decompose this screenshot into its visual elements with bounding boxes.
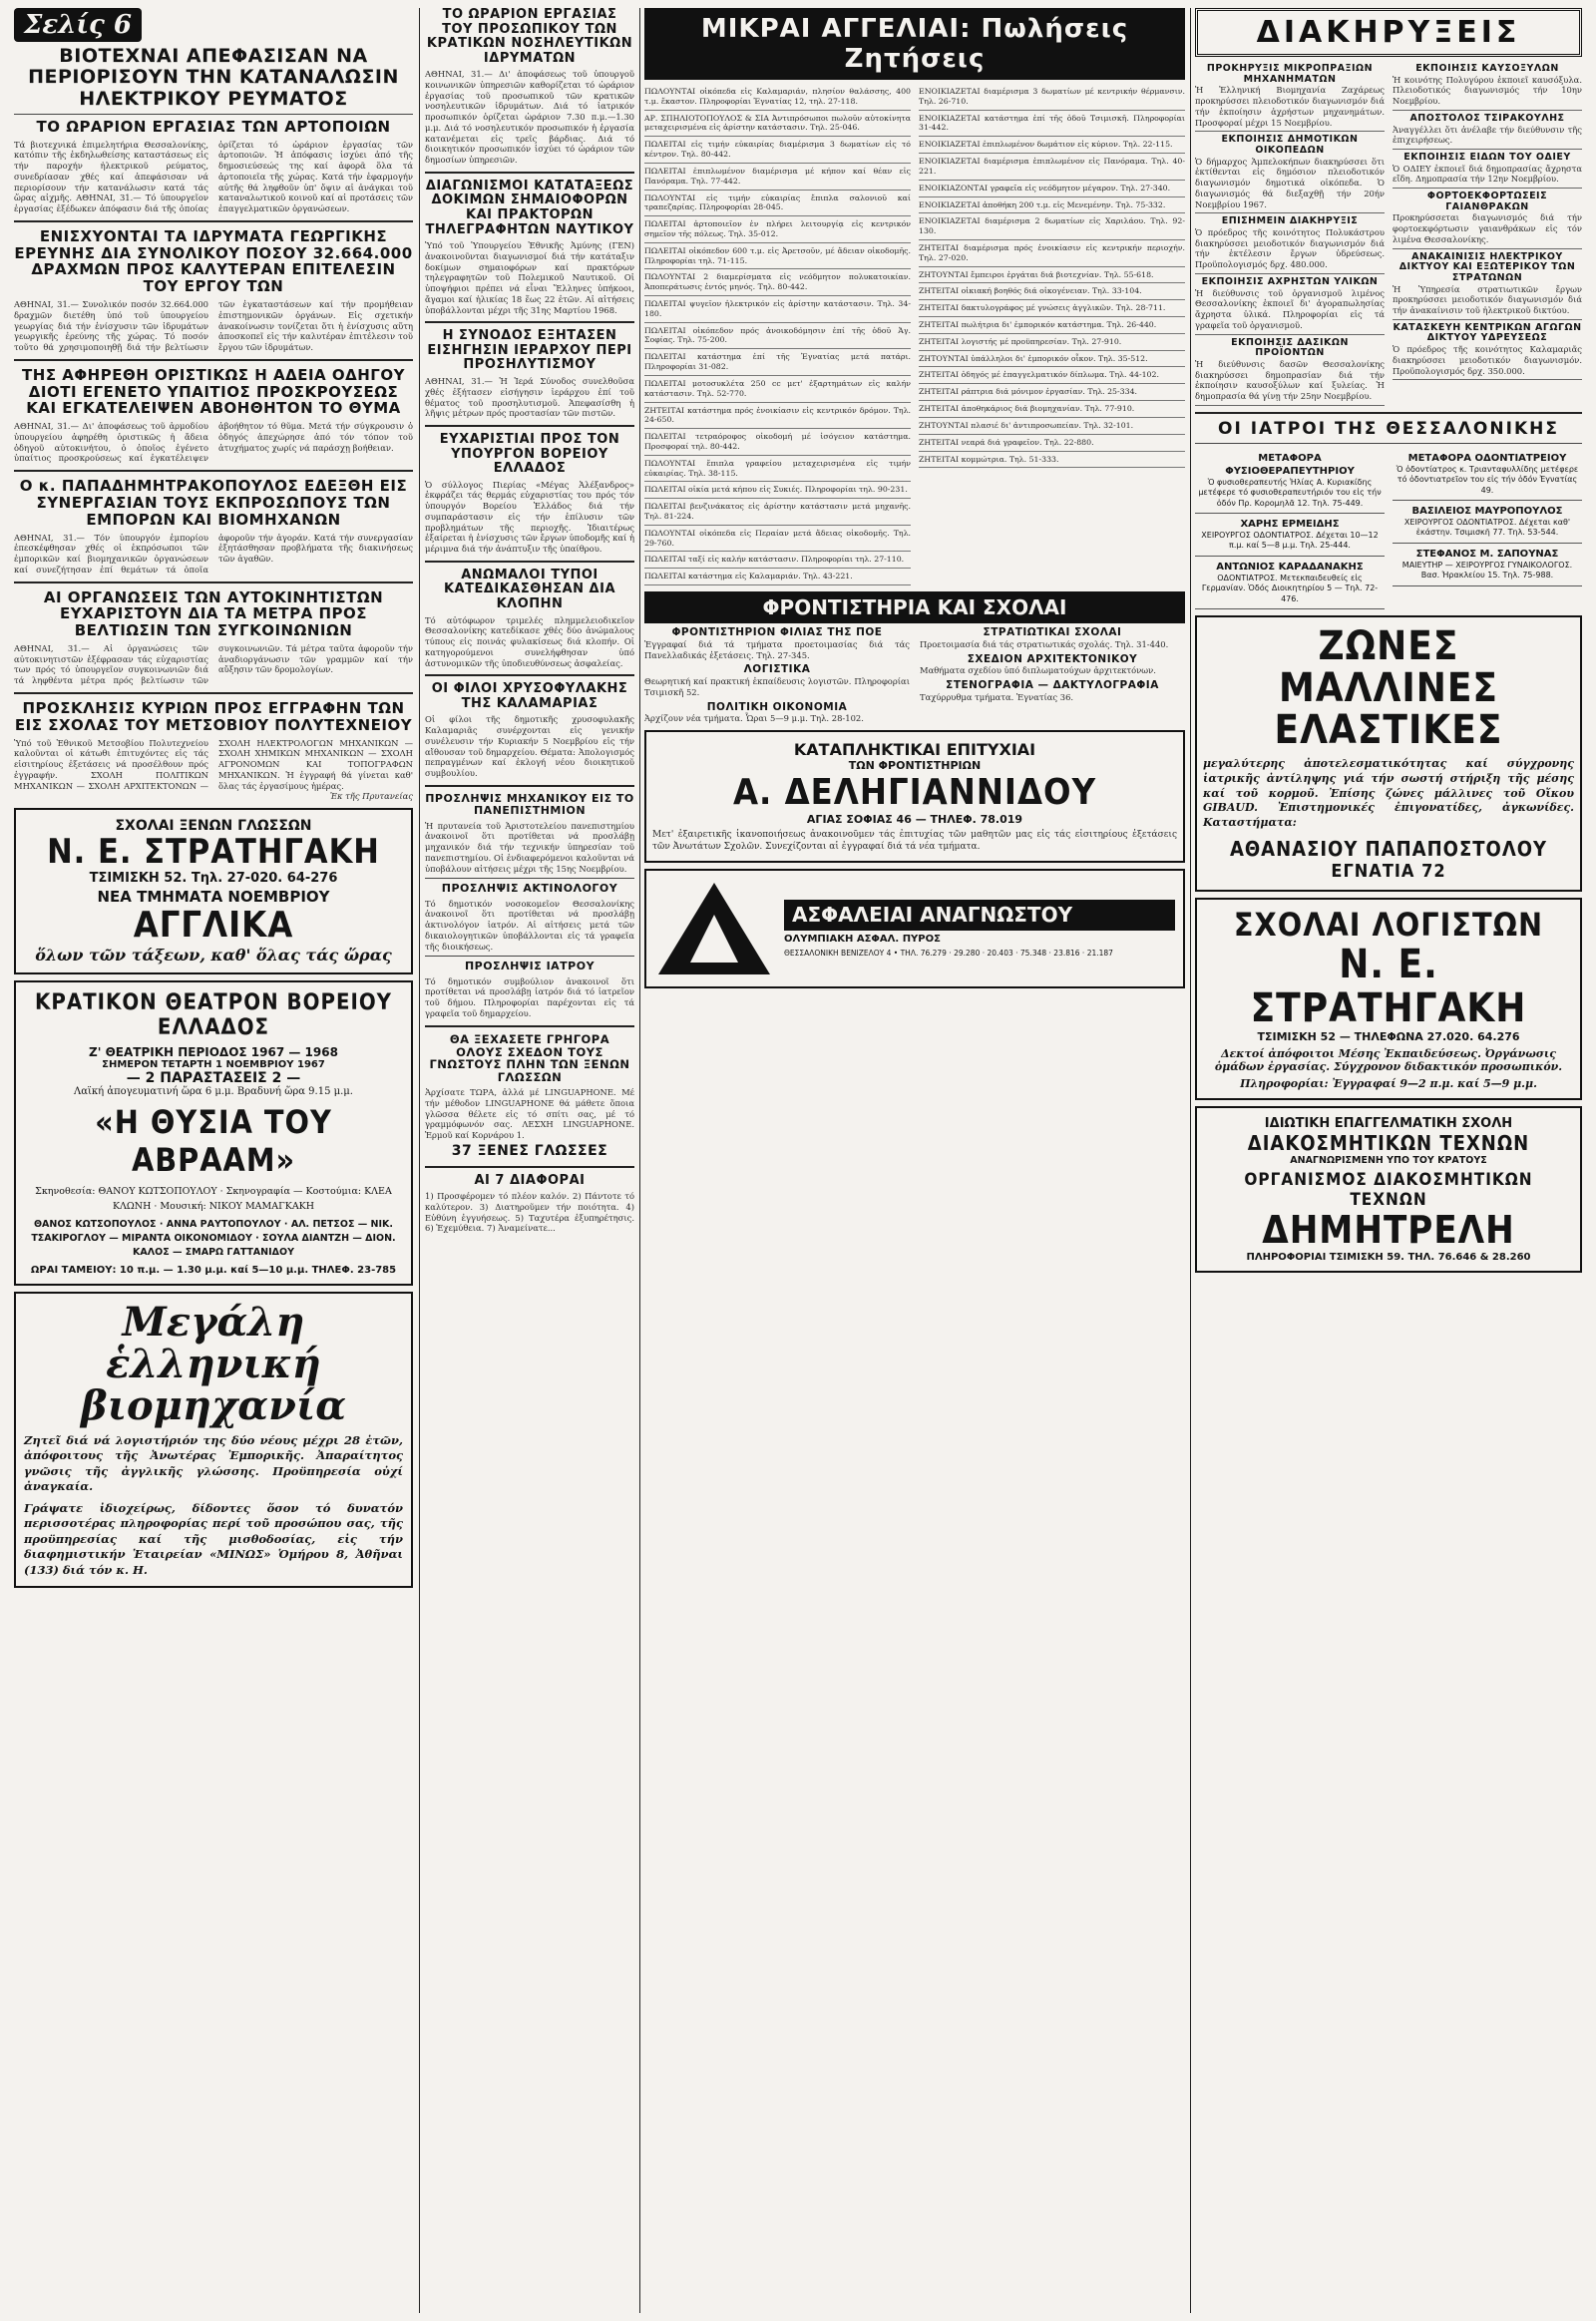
headline-motorists: ΑΙ ΟΡΓΑΝΩΣΕΙΣ ΤΩΝ ΑΥΤΟΚΙΝΗΤΙΣΤΩΝ ΕΥΧΑΡΙΣΤΟΥΝ ΔΙΑ ΤΑ ΜΕΤΡΑ ΠΡΟΣ ΒΕΛΤΙΩΣΙΝ ΤΩΝ ΣΥΓΚΟΙΝΩΝΙΩΝ (43, 587, 384, 640)
school-text: Προετοιμασία διά τάς στρατιωτικάς σχολάς. Τηλ. 31-440. (920, 638, 1169, 649)
delig-text: Μετ' ἐξαιρετικῆς ἱκανοποιήσεως ἀνακοινοῦμεν τάς ἐπιτυχίας τῶν μαθητῶν μας εἰς τάς εἰσιτηρίους ἐξετάσεις τῶν Ἀνωτάτων Σχολῶν. Συνεχίζονται αἱ ἐγγραφαί διά τά νέα τμήματα. (652, 830, 1177, 852)
deco-t3: ΑΝΑΓΝΩΡΙΣΜΕΝΗ ΥΠΟ ΤΟΥ ΚΡΑΤΟΥΣ (1290, 1155, 1487, 1167)
zones-t3: ΕΛΑΣΤΙΚΕΣ (1274, 706, 1503, 753)
doctor-name: ΒΑΣΙΛΕΙΟΣ ΜΑΥΡΟΠΟΥΛΟΣ (1411, 505, 1563, 517)
announcement-item (1195, 61, 1385, 132)
school-name: ΦΡΟΝΤΙΣΤΗΡΙΟΝ ΦΙΛΙΑΣ ΤΗΣ ΠΟΕ (671, 626, 883, 639)
announcement-item (1393, 111, 1582, 150)
headline-radiologist: ΠΡΟΣΛΗΨΙΣ ΑΚΤΙΝΟΛΟΓΟΥ (441, 882, 618, 896)
classified-ad: ΖΗΤΕΙΤΑΙ λογιστής μέ προϋπηρεσίαν. Τηλ. 27-910. (919, 334, 1185, 351)
ad2-times: Λαϊκή ἀπογευματινή ὥρα 6 μ.μ. Βραδυνή ὥρα 9.15 μ.μ. (74, 1085, 353, 1097)
classified-ad: ΖΗΤΕΙΤΑΙ κατάστημα πρός ἐνοικίασιν εἰς κεντρικόν δρόμον. Τηλ. 24-650. (644, 403, 911, 430)
ad2-shows: — 2 ΠΑΡΑΣΤΑΣΕΙΣ 2 — (126, 1069, 301, 1086)
acc-address: ΤΣΙΜΙΣΚΗ 52 — ΤΗΛΕΦΩΝΑ 27.020. 64.276 (1257, 1030, 1520, 1044)
announcement-item (1195, 335, 1385, 406)
classifieds-right (919, 84, 1185, 585)
insurance-name: ΑΣΦΑΛΕΙΑΙ ΑΝΑΓΝΩΣΤΟΥ (784, 900, 1175, 931)
headline-kalamaria: ΟΙ ΦΙΛΟΙ ΧΡΥΣΟΦΥΛΑΚΗΣ ΤΗΣ ΚΑΛΑΜΑΡΙΑΣ (431, 681, 628, 711)
announcement-title: ΑΝΑΚΑΙΝΙΣΙΣ ΗΛΕΚΤΡΙΚΟΥ ΔΙΚΤΥΟΥ ΚΑΙ ΕΞΩΤΕΡΙΚΟΥ ΤΩΝ ΣΤΡΑΤΩΝΩΝ (1398, 250, 1576, 283)
classified-ad: ΠΩΛΕΙΤΑΙ οἰκόπεδον πρός ἀνοικοδόμησιν ἐπί τῆς ὁδοῦ Ἀγ. Σοφίας. Τηλ. 75-200. (644, 323, 911, 350)
classified-ad: ΠΩΛΕΙΤΑΙ μοτοσυκλέτα 250 cc μετ' ἐξαρτημάτων εἰς καλήν κατάστασιν. Τηλ. 52-770. (644, 376, 911, 403)
classified-ad: ΕΝΟΙΚΙΑΖΕΤΑΙ διαμέρισμα 3 δωματίων μέ κεντρικήν θέρμανσιν. Τηλ. 26-710. (919, 84, 1185, 111)
ad2-credits: Σκηνοθεσία: ΘΑΝΟΥ ΚΩΤΣΟΠΟΥΛΟΥ · Σκηνογραφία — Κοστούμια: ΚΛΕΑ ΚΛΩΝΗ · Μουσική: ΝΙΚΟΥ ΜΑΜΑΓΚΑΚΗ (35, 1186, 392, 1212)
doctor-text: ΧΕΙΡΟΥΡΓΟΣ ΟΔΟΝΤΙΑΤΡΟΣ. Δέχεται 10—12 π.μ. καί 5—8 μ.μ. Τηλ. 25-444. (1201, 530, 1379, 551)
school-text: Ταχύρρυθμα τμήματα. Ἐγνατίας 36. (920, 691, 1074, 702)
deco-t1: ΙΔΙΩΤΙΚΗ ΕΠΑΓΓΕΛΜΑΤΙΚΗ ΣΧΟΛΗ (1264, 1116, 1513, 1132)
ad-theatre (14, 980, 413, 1286)
linguaphone-count: 37 ΞΕΝΕΣ ΓΛΩΣΣΕΣ (451, 1142, 608, 1159)
headline-linguaphone: ΘΑ ΞΕΧΑΣΕΤΕ ΓΡΗΓΟΡΑ ΟΛΟΥΣ ΣΧΕΔΟΝ ΤΟΥΣ ΓΝΩΣΤΟΥΣ ΠΛΗΝ ΤΩΝ ΞΕΝΩΝ ΓΛΩΣΣΩΝ (429, 1031, 630, 1085)
classified-ad: ΠΩΛΕΙΤΑΙ τετραόροφος οἰκοδομή μέ ἰσόγειον κατάστημα. Προσφοραί τηλ. 80-442. (644, 429, 911, 456)
classified-ad: ΖΗΤΟΥΝΤΑΙ ἔμπειροι ἐργάται διά βιοτεχνίαν. Τηλ. 55-618. (919, 267, 1185, 284)
article-hospital-hours: ΑΘΗΝΑΙ, 31.— Δι' ἀποφάσεως τοῦ ὑπουργοῦ κοινωνικῶν ὑπηρεσιῶν καθορίζεται τό ὡράριον ἐργασίας τοῦ προσωπικοῦ τῶν κρατικῶν νοσηλευτικῶν ἱδρυμάτων. Διά τό ἰατρικόν προσωπικόν ὁρίζεται ὡράριον 7.30 π.μ.—1.30 μ.μ. Διά τό νοσηλευτικόν προσωπικόν ἡ ἐργασία κατανέμεται εἰς τρεῖς βάρδιας. Διά τό διοικητικόν προσωπικόν ἰσχύει τό ὡράριον τῶν δημοσίων ὑπηρεσιῶν. (425, 69, 634, 166)
school-item (644, 702, 910, 725)
article-agri-research: ΑΘΗΝΑΙ, 31.— Συνολικόν ποσόν 32.664.000 δραχμῶν διετέθη ὑπό τοῦ ὑπουργείου γεωργίας διά τήν ἐνίσχυσιν τῶν ἱδρυμάτων γεωργικῆς ἐρεύνης τῆς χώρας. Τό ποσόν τοῦτο θά χρησιμοποιηθῇ διά τήν βελτίωσιν τῶν ἐγκαταστάσεων καί τήν προμήθειαν ἐπιστημονικῶν ὀργάνων. Εἰς σχετικήν ἀνακοίνωσιν τονίζεται ὅτι ἡ ἐνίσχυσις αὕτη ἀποσκοπεῖ εἰς τήν καλυτέραν ἐπιτέλεσιν τοῦ ἔργου τῶν ἱδρυμάτων. (14, 299, 413, 353)
ad1-name: Ν. Ε. ΣΤΡΑΤΗΓΑΚΗ (47, 832, 380, 873)
insurance-sub: ΟΛΥΜΠΙΑΚΗ ΑΣΦΑΛ. ΠΥΡΟΣ (784, 934, 941, 946)
classifieds-left (644, 84, 911, 585)
headline-agri-research: ΕΝΙΣΧΥΟΝΤΑΙ ΤΑ ΙΔΡΥΜΑΤΑ ΓΕΩΡΓΙΚΗΣ ΕΡΕΥΝΗΣ ΔΙΑ ΣΥΝΟΛΙΚΟΥ ΠΟΣΟΥ 32.664.000 ΔΡΑΧΜΩΝ ΠΡΟΣ ΚΑΛΥΤΕΡΑΝ ΕΠΙΤΕΛΕΣΙΝ ΤΟΥ ΕΡΓΟΥ ΤΩΝ (14, 226, 413, 296)
classified-ad: ΠΩΛΟΥΝΤΑΙ 2 διαμερίσματα εἰς νεόδμητον πολυκατοικίαν. Ἀποπεράτωσις ἐντός μηνός. Τηλ. 80-442. (644, 269, 911, 296)
classified-ad: ΖΗΤΕΙΤΑΙ κομμώτρια. Τηλ. 51-333. (919, 452, 1185, 469)
column-2 (425, 8, 634, 2313)
classified-ad: ΕΝΟΙΚΙΑΖΟΝΤΑΙ γραφεῖα εἰς νεόδμητον μέγαρον. Τηλ. 27-340. (919, 181, 1185, 197)
ad3-text: Ζητεῖ διά νά λογιστήριόν της δύο νέους μέχρι 28 ἐτῶν, ἀπόφοιτους τῆς Ἀνωτέρας Ἐμπορικῆς. Ἀπαραίτητος γνῶσις τῆς ἀγγλικῆς γλώσσης. Προϋπηρεσία οὐχί ἀναγκαία. (24, 1432, 403, 1494)
classified-ad: ΠΩΛΕΙΤΑΙ εἰς τιμήν εὐκαιρίας διαμέρισμα 3 δωματίων εἰς τό κέντρον. Τηλ. 80-442. (644, 137, 911, 164)
ad-decorative-arts (1195, 1106, 1582, 1273)
announcement-item (1393, 150, 1582, 189)
announcement-text: Προκηρύσσεται διαγωνισμός διά τήν φορτοεκφόρτωσιν γαιανθράκων εἰς τόν λιμένα Θεσσαλονίκης. (1393, 212, 1582, 244)
school-name: ΣΤΡΑΤΙΩΤΙΚΑΙ ΣΧΟΛΑΙ (983, 626, 1122, 639)
article-thanks-minister: Ὁ σύλλογος Πιερίας «Μέγας Ἀλέξανδρος» ἐκφράζει τάς θερμάς εὐχαριστίας του πρός τόν ὑπουργόν Βορείου Ἑλλάδος διά τήν συμπαράστασιν εἰς τήν ἐπίλυσιν τῶν προβλημάτων τῆς περιοχῆς. Ἰδιαιτέρως ἐξαίρεται ἡ ἐνίσχυσις τῶν ἔργων ὑποδομῆς καί ἡ μέριμνα διά τήν ἀνάπτυξιν τῆς ὑπαίθρου. (425, 479, 634, 555)
doctor-text: ΟΔΟΝΤΙΑΤΡΟΣ. Μετεκπαιδευθείς εἰς Γερμανίαν. Ὁδός Διοικητηρίου 5 — Τηλ. 72-476. (1201, 573, 1379, 603)
ad3-reply: Γράψατε ἰδιοχείρως, δίδοντες ὅσον τό δυνατόν περισσοτέρας πληροφορίας περί τοῦ προσώπου σας, τῆς προϋπηρεσίας καί τῆς μισθοδοσίας, εἰς τήν διαφημιστικήν Ἑταιρείαν «ΜΙΝΩΣ» Ὁμήρου 8, Ἀθῆναι (133) διά τόν κ. Η. (24, 1500, 403, 1577)
announcement-text: Ὁ πρόεδρος τῆς κοινότητος Πολυκάστρου διακηρύσσει μειοδοτικόν διαγωνισμόν διά τήν ἐκτέλεσιν ἔργων ὑδρεύσεως. Προϋπολογισμός δρχ. 480.000. (1195, 226, 1385, 270)
announcement-title: ΕΚΠΟΙΗΣΙΣ ΚΑΥΣΟΞΥΛΩΝ (1415, 63, 1559, 74)
classified-ad: ΕΝΟΙΚΙΑΖΕΤΑΙ διαμέρισμα ἐπιπλωμένον εἰς Πανόραμα. Τηλ. 40-221. (919, 154, 1185, 181)
announcement-item (1393, 249, 1582, 320)
article-minister-meeting: ΑΘΗΝΑΙ, 31.— Τόν ὑπουργόν ἐμπορίου ἐπεσκέφθησαν χθές οἱ ἐκπρόσωποι τῶν ἐμπορικῶν καί βιομηχανικῶν ὀργανώσεων καί συνεζήτησαν ἐπί θεμάτων τά ὁποῖα ἀφοροῦν τήν ἀγοράν. Κατά τήν συνεργασίαν ἐξητάσθησαν προβλήματα τῆς διακινήσεως τῶν ἀγαθῶν. (14, 532, 413, 575)
classified-ad: ΕΝΟΙΚΙΑΖΕΤΑΙ ἀποθήκη 200 τ.μ. εἰς Μενεμένην. Τηλ. 75-332. (919, 197, 1185, 214)
school-text: Ἐγγραφαί διά τά τμήματα προετοιμασίας διά τάς Πανελλαδικάς ἐξετάσεις. Τηλ. 27-345. (644, 638, 910, 660)
headline-doctor: ΠΡΟΣΛΗΨΙΣ ΙΑΤΡΟΥ (464, 960, 596, 973)
ad1-line1: ΝΕΑ ΤΜΗΜΑΤΑ ΝΟΕΜΒΡΙΟΥ (97, 888, 330, 907)
article-motorists: ΑΘΗΝΑΙ, 31.— Αἱ ὀργανώσεις τῶν αὐτοκινητιστῶν ἐξέφρασαν τάς εὐχαριστίας των πρός τό ὑπουργεῖον συγκοινωνιῶν διά τά ληφθέντα μέτρα πρός βελτίωσιν τῶν συγκοινωνιῶν. Τά μέτρα ταῦτα ἀφοροῦν τήν ἀναδιοργάνωσιν τῶν γραμμῶν καί τήν αὔξησιν τῶν δρομολογίων. (14, 642, 413, 686)
article-theft: Τό αὐτόφωρον τριμελές πλημμελειοδικεῖον Θεσσαλονίκης κατεδίκασε χθές δύο ἀνώμαλους τύπους εἰς ποινάς φυλακίσεως διά κλοπήν. Οἱ κατηγορούμενοι συνελήφθησαν ὑπό ἀστυνομικῶν τῆς ὑποδιευθύνσεως ἀσφαλείας. (425, 614, 634, 668)
announcement-title: ΕΚΠΟΙΗΣΙΣ ΑΧΡΗΣΤΩΝ ΥΛΙΚΩΝ (1201, 275, 1379, 287)
classified-ad: ΖΗΤΕΙΤΑΙ δακτυλογράφος μέ γνώσεις ἀγγλικῶν. Τηλ. 28-711. (919, 300, 1185, 317)
column-5-announcements (1195, 8, 1582, 2313)
ad1-title: ΣΧΟΛΑΙ ΞΕΝΩΝ ΓΛΩΣΣΩΝ (115, 818, 312, 835)
delig-address: ΑΓΙΑΣ ΣΟΦΙΑΣ 46 — ΤΗΛΕΦ. 78.019 (806, 813, 1023, 827)
headline-seven-differences: ΑΙ 7 ΔΙΑΦΟΡΑΙ (474, 1172, 586, 1188)
ad1-english: ΑΓΓΛΙΚΑ (133, 905, 294, 947)
source-note: Ἐκ τῆς Πρυτανείας (329, 791, 413, 802)
article-engineer: Ἡ πρυτανεία τοῦ Ἀριστοτελείου πανεπιστημίου ἀνακοινοῖ ὅτι προτίθεται νά προσλάβῃ μηχανικόν διά τήν τεχνικήν ὑπηρεσίαν τοῦ πανεπιστημίου. Οἱ ἐνδιαφερόμενοι καλοῦνται νά ὑποβάλουν αἰτήσεις μέχρι τῆς 15ης Νοεμβρίου. (425, 820, 634, 874)
acc-info: Πληροφορίαι: Ἐγγραφαί 9—2 π.μ. καί 5—9 μ.μ. (1240, 1077, 1537, 1091)
ad2-box-office: ΩΡΑΙ ΤΑΜΕΙΟΥ: 10 π.μ. — 1.30 μ.μ. καί 5—10 μ.μ. ΤΗΛΕΦ. 23-785 (30, 1264, 397, 1276)
school-text: Μαθήματα σχεδίου ὑπό διπλωματούχων ἀρχιτεκτόνων. (920, 665, 1156, 676)
doctor-entry (1393, 448, 1582, 501)
zones-name: ΑΘΑΝΑΣΙΟΥ ΠΑΠΑΠΟΣΤΟΛΟΥ (1229, 837, 1548, 862)
acc-text: Δεκτοί ἀπόφοιτοι Μέσης Ἐκπαιδεύσεως. Ὀργάνωσις ὁμάδων ἐργασίας. Σύγχρονον διδακτικόν προσωπικόν. (1214, 1047, 1563, 1074)
school-item (920, 654, 1185, 677)
school-item (644, 627, 910, 660)
classified-ad: ΕΝΟΙΚΙΑΖΕΤΑΙ διαμέρισμα 2 δωματίων εἰς Χαριλάου. Τηλ. 92-130. (919, 213, 1185, 240)
deco-t4: ΟΡΓΑΝΙΣΜΟΣ ΔΙΑΚΟΣΜΗΤΙΚΩΝ ΤΕΧΝΩΝ (1244, 1170, 1533, 1211)
classified-ad: ΕΝΟΙΚΙΑΖΕΤΑΙ κατάστημα ἐπί τῆς ὁδοῦ Τσιμισκῆ. Πληροφορίαι 31-442. (919, 111, 1185, 138)
classified-ad: ΖΗΤΟΥΝΤΑΙ πλασιέ δι' ἀντιπροσωπείαν. Τηλ. 32-101. (919, 418, 1185, 435)
headline-minister-meeting: Ο κ. ΠΑΠΑΔΗΜΗΤΡΑΚΟΠΟΥΛΟΣ ΕΔΕΞΘΗ ΕΙΣ ΣΥΝΕΡΓΑΣΙΑΝ ΤΟΥΣ ΕΚΠΡΟΣΩΠΟΥΣ ΤΩΝ ΕΜΠΟΡΩΝ ΚΑΙ ΒΙΟΜΗΧΑΝΩΝ (19, 477, 408, 529)
delig-sub: ΤΩΝ ΦΡΟΝΤΙΣΤΗΡΙΩΝ (848, 759, 982, 773)
headline-navy-exams: ΔΙΑΓΩΝΙΣΜΟΙ ΚΑΤΑΤΑΞΕΩΣ ΔΟΚΙΜΩΝ ΣΗΜΑΙΟΦΟΡΩΝ ΚΑΙ ΠΡΑΚΤΟΡΩΝ ΤΗΛΕΓΡΑΦΗΤΩΝ ΝΑΥΤΙΚΟΥ (425, 178, 634, 237)
school-name: ΣΧΕΔΙΟΝ ΑΡΧΙΤΕΚΤΟΝΙΚΟΥ (967, 652, 1138, 665)
classified-ad: ΠΩΛΟΥΝΤΑΙ εἰς τιμήν εὐκαιρίας ἔπιπλα σαλονιοῦ καί τραπεζαρίας. Πληροφορίαι 28-045. (644, 191, 911, 217)
ad2-date: ΣΗΜΕΡΟΝ ΤΕΤΑΡΤΗ 1 ΝΟΕΜΒΡΙΟΥ 1967 (102, 1058, 325, 1070)
article-kalamaria: Οἱ φίλοι τῆς δημοτικῆς χρυσοφυλακῆς Καλαμαριᾶς συνέρχονται εἰς γενικήν συνέλευσιν τήν Κυριακήν 5 Νοεμβρίου εἰς τήν αἴθουσαν τοῦ δημαρχείου. Θέματα: Ἀπολογισμός πεπραγμένων καί ἐκλογή νέου διοικητικοῦ συμβουλίου. (425, 714, 634, 779)
classified-ad: ΠΩΛΕΙΤΑΙ κατάστημα ἐπί τῆς Ἐγνατίας μετά πατάρι. Πληροφορίαι 31-082. (644, 349, 911, 376)
classified-ad: ΠΩΛΕΙΤΑΙ κατάστημα εἰς Καλαμαριάν. Τηλ. 43-221. (644, 569, 911, 585)
deco-t6: ΠΛΗΡΟΦΟΡΙΑΙ ΤΣΙΜΙΣΚΗ 59. ΤΗΛ. 76.646 & 28.260 (1246, 1252, 1531, 1264)
delig-title: ΚΑΤΑΠΛΗΚΤΙΚΑΙ ΕΠΙΤΥΧΙΑΙ (793, 740, 1036, 760)
doctors-title: ΟΙ ΙΑΤΡΟΙ ΤΗΣ ΘΕΣΣΑΛΟΝΙΚΗΣ (1218, 418, 1559, 439)
school-item (920, 627, 1185, 650)
column-3-classifieds (644, 8, 1185, 2313)
ad-insurance (644, 869, 1185, 988)
classified-ad: ΠΩΛΕΙΤΑΙ βενζινάκατος εἰς ἀρίστην κατάστασιν μετά μηχανῆς. Τηλ. 81-224. (644, 499, 911, 526)
school-item (644, 664, 910, 697)
doctor-entry (1195, 557, 1385, 609)
column-1 (14, 8, 413, 2313)
page-label-pill: Σελίς 6 (14, 8, 142, 42)
classified-ad: ΠΩΛΕΙΤΑΙ ἐπιπλωμένον διαμέρισμα μέ κήπον καί θέαν εἰς Πανόραμα. Τηλ. 77-442. (644, 164, 911, 191)
announcement-item (1195, 274, 1385, 335)
doctor-name: ΜΕΤΑΦΟΡΑ ΦΥΣΙΟΘΕΡΑΠΕΥΤΗΡΙΟΥ (1225, 452, 1355, 477)
school-text: Ἀρχίζουν νέα τμήματα. Ὧραι 5—9 μ.μ. Τηλ. 28-102. (644, 713, 864, 724)
doctor-name: ΣΤΕΦΑΝΟΣ Μ. ΣΑΠΟΥΝΑΣ (1415, 548, 1559, 560)
announcement-item (1195, 132, 1385, 213)
classified-ad: ΖΗΤΕΙΤΑΙ οἰκιακή βοηθός διά οἰκογένειαν. Τηλ. 33-104. (919, 283, 1185, 300)
announcement-title: ΕΚΠΟΙΗΣΙΣ ΔΗΜΟΤΙΚΩΝ ΟΙΚΟΠΕΔΩΝ (1221, 134, 1359, 156)
announcement-text: Ἀναγγέλλει ὅτι ἀνέλαβε τήν διεύθυνσιν τῆς ἐπιχειρήσεως. (1393, 124, 1582, 146)
announcement-text: Ὁ ΟΔΙΕΥ ἐκποιεῖ διά δημοπρασίας ἄχρηστα εἴδη. Δημοπρασία τήν 12ην Νοεμβρίου. (1393, 163, 1582, 185)
doctor-entry (1393, 544, 1582, 586)
announcement-item (1195, 213, 1385, 274)
doctor-text: ΧΕΙΡΟΥΡΓΟΣ ΟΔΟΝΤΙΑΤΡΟΣ. Δέχεται καθ' ἑκάστην. Τσιμισκῆ 77. Τηλ. 53-544. (1403, 517, 1571, 538)
school-item (920, 680, 1185, 703)
classified-ad: ΠΩΛΕΙΤΑΙ ψυγεῖον ἠλεκτρικόν εἰς ἀρίστην κατάστασιν. Τηλ. 34-180. (644, 296, 911, 323)
article-seven-differences: 1) Προσφέρομεν τό πλέον καλόν. 2) Πάντοτε τό καλύτερον. 3) Διατηροῦμεν τήν ποιότητα. 4) Εὐθύνη ἐγγυήσεως. 5) Ταχυτέρα ἐξυπηρέτησις. 6) Ἐχεμύθεια. 7) Ἀναμείνατε... (425, 1191, 634, 1234)
doctors-left (1195, 448, 1385, 609)
headline-hospital-hours: ΤΟ ΩΡΑΡΙΟΝ ΕΡΓΑΣΙΑΣ ΤΟΥ ΠΡΟΣΩΠΙΚΟΥ ΤΩΝ ΚΡΑΤΙΚΩΝ ΝΟΣΗΛΕΥΤΙΚΩΝ ΙΔΡΥΜΑΤΩΝ (426, 8, 633, 66)
classified-ad: ΖΗΤΕΙΤΑΙ ὁδηγός μέ ἐπαγγελματικόν δίπλωμα. Τηλ. 44-102. (919, 367, 1185, 384)
article-navy-exams: Ὑπό τοῦ Ὑπουργείου Ἐθνικῆς Ἀμύνης (ΓΕΝ) ἀνακοινοῦνται διαγωνισμοί διά τήν κατάταξιν δοκίμων σημαιοφόρων καί πρακτόρων τηλεγραφητῶν τοῦ Πολεμικοῦ Ναυτικοῦ. Οἱ ὑποψήφιοι πρέπει νά εἶναι Ἕλληνες ὑπήκοοι, ἄγαμοι καί ἡλικίας 18 ἕως 22 ἐτῶν. Αἱ αἰτήσεις ὑποβάλλονται μέχρι τῆς 31ης Μαρτίου 1968. (425, 240, 634, 315)
doctor-entry (1195, 448, 1385, 514)
announcement-text: Ἡ διεύθυνσις δασῶν Θεσσαλονίκης διακηρύσσει δημοπρασίαν διά τήν ἐκποίησιν καυσοξύλων καί ξυλείας. Ἡ δημοπρασία θά γίνῃ τήν 25ην Νοεμβρίου. (1195, 358, 1385, 401)
announcement-text: Ἡ Ἑλληνική Βιομηχανία Ζαχάρεως προκηρύσσει πλειοδοτικόν διαγωνισμόν διά τήν ἐκποίησιν ἀχρήστων μηχανημάτων. Προσφοραί μέχρι 15 Νοεμβρίου. (1195, 85, 1385, 128)
insurance-address: ΘΕΣΣΑΛΟΝΙΚΗ ΒΕΝΙΖΕΛΟΥ 4 • ΤΗΛ. 76.279 · 29.280 · 20.403 · 75.348 · 23.816 · 21.187 (784, 949, 1113, 959)
doctors-right (1393, 448, 1582, 609)
classifieds-banner: ΜΙΚΡΑΙ ΑΓΓΕΛΙΑΙ: Πωλήσεις Ζητήσεις (644, 8, 1185, 80)
headline-polytechnic: ΠΡΟΣΚΛΗΣΙΣ ΚΥΡΙΩΝ ΠΡΟΣ ΕΓΓΡΑΦΗΝ ΤΩΝ ΕΙΣ ΣΧΟΛΑΣ ΤΟΥ ΜΕΤΣΟΒΙΟΥ ΠΟΛΥΤΕΧΝΕΙΟΥ (14, 698, 413, 734)
article-license-revoked: ΑΘΗΝΑΙ, 31.— Δι' ἀποφάσεως τοῦ ἁρμοδίου ὑπουργείου ἀφηρέθη ὁριστικῶς ἡ ἄδεια ὁδηγοῦ αὐτοκινήτου, ὁ ὁποῖος ἐγένετο ὑπαίτιος προσκρούσεως καί ἐγκατέλειψεν ἀβοήθητον τό θῦμα. Μετά τήν σύγκρουσιν ὁ ὁδηγός ἀπεχώρησε ἀπό τόν τόπον τοῦ ἀτυχήματος χωρίς νά παράσχῃ βοήθειαν. (14, 421, 413, 464)
ad-language-school (14, 808, 413, 974)
classified-ad: ΖΗΤΟΥΝΤΑΙ ὑπάλληλοι δι' ἐμπορικόν οἶκον. Τηλ. 35-512. (919, 351, 1185, 368)
ad-zones (1195, 615, 1582, 892)
announcement-text: Ἡ κοινότης Πολυγύρου ἐκποιεῖ καυσόξυλα. Πλειοδοτικός διαγωνισμός τήν 10ην Νοεμβρίου. (1393, 74, 1582, 107)
article-radiologist: Τό δημοτικόν νοσοκομεῖον Θεσσαλονίκης ἀνακοινοῖ ὅτι προτίθεται νά προσλάβῃ ἀκτινολόγον ἰατρόν. Αἱ αἰτήσεις μετά τῶν δικαιολογητικῶν ὑποβάλλονται εἰς τά γραφεῖα τῆς διοικήσεως. (425, 898, 634, 952)
ad-accountants (1195, 898, 1582, 1100)
article-electricity: Τά βιοτεχνικά ἐπιμελητήρια Θεσσαλονίκης, κατόπιν τῆς ἐκδηλωθείσης καταστάσεως εἰς τήν παροχήν ἠλεκτρικοῦ ρεύματος, συνεδρίασαν χθές καί ἀπεφάσισαν νά περιορίσουν τήν κατανάλωσιν κατά τάς ὥρας αἰχμῆς. ΑΘΗΝΑΙ, 31.— Τό ὑπουργεῖον ἐργασίας ἐξέδωκεν ἀπόφασιν διά τῆς ὁποίας ὁρίζεται τό ὡράριον ἐργασίας τῶν ἀρτοποιῶν. Ἡ ἀπόφασις ἰσχύει ἀπό τῆς δημοσιεύσεώς της καί ἀφορᾶ ὅλα τά ἀρτοποιεῖα τῆς χώρας. Κατά τήν ἐφαρμογήν αὐτῆς θά ληφθοῦν ὑπ' ὄψιν αἱ ἀνάγκαι τοῦ καταναλωτικοῦ κοινοῦ καί αἱ προτάσεις τῶν ἐπαγγελματικῶν ὀργανώσεων. (14, 139, 413, 214)
schools-list (644, 627, 1185, 724)
zones-t2: ΜΑΛΛΙΝΕΣ (1278, 664, 1499, 711)
announcement-item (1393, 61, 1582, 111)
ad3-title: Μεγάλη ἑλληνική βιομηχανία (81, 1298, 346, 1429)
announcement-text: Ἡ διεύθυνσις τοῦ ὀργανισμοῦ λιμένος Θεσσαλονίκης ἐκποιεῖ δι' ἀγοραπωλησίας ἄχρηστα ὑλικά. Πληροφορίαι εἰς τά γραφεῖα τοῦ ὀργανισμοῦ. (1195, 287, 1385, 330)
announcement-text: Ὁ πρόεδρος τῆς κοινότητος Καλαμαριᾶς διακηρύσσει μειοδοτικόν διαγωνισμόν. Προϋπολογισμός δρχ. 350.000. (1393, 344, 1582, 376)
classified-ad: ΖΗΤΕΙΤΑΙ ἀποθηκάριος διά βιομηχανίαν. Τηλ. 77-910. (919, 401, 1185, 418)
ad1-address: ΤΣΙΜΙΣΚΗ 52. Τηλ. 27-020. 64-276 (89, 871, 338, 887)
zones-address: ΕΓΝΑΤΙΑ 72 (1331, 861, 1446, 883)
classified-ad: ΖΗΤΕΙΤΑΙ νεαρά διά γραφεῖον. Τηλ. 22-880. (919, 435, 1185, 452)
doctor-name: ΧΑΡΗΣ ΕΡΜΕΙΔΗΣ (1240, 518, 1340, 530)
ad2-title: ΚΡΑΤΙΚΟΝ ΘΕΑΤΡΟΝ ΒΟΡΕΙΟΥ ΕΛΛΑΔΟΣ (34, 990, 393, 1041)
zones-t1: ΖΩΝΕΣ (1318, 622, 1459, 669)
delig-name: Α. ΔΕΛΗΓΙΑΝΝΙΔΟΥ (732, 772, 1097, 814)
classified-ad: ΠΩΛΕΙΤΑΙ ἀρτοποιεῖον ἐν πλήρει λειτουργίᾳ εἰς κεντρικόν σημεῖον τῆς πόλεως. Τηλ. 35-012. (644, 216, 911, 243)
announcement-item (1393, 320, 1582, 381)
ad2-cast: ΘΑΝΟΣ ΚΩΤΣΟΠΟΥΛΟΣ · ΑΝΝΑ ΡΑΥΤΟΠΟΥΛΟΥ · ΑΛ. ΠΕΤΣΟΣ — ΝΙΚ. ΤΣΑΚΙΡΟΓΛΟΥ — ΜΙΡΑΝΤΑ ΟΙΚΟΝΟΜΙΔΟΥ · ΣΟΥΛΑ ΔΙΑΝΤΖΗ — ΔΙΟΝ. ΚΑΛΟΣ — ΣΜΑΡΩ ΓΑΤΤΑΝΙΔΟΥ (31, 1218, 396, 1259)
classified-ad: ΠΩΛΕΙΤΑΙ οἰκία μετά κήπου εἰς Συκιές. Πληροφορίαι τηλ. 90-231. (644, 482, 911, 499)
headline-synod: Η ΣΥΝΟΔΟΣ ΕΞΗΤΑΣΕΝ ΕΙΣΗΓΗΣΙΝ ΙΕΡΑΡΧΟΥ ΠΕΡΙ ΠΡΟΣΗΛΥΤΙΣΜΟΥ (427, 328, 632, 373)
headline-engineer: ΠΡΟΣΛΗΨΙΣ ΜΗΧΑΝΙΚΟΥ ΕΙΣ ΤΟ ΠΑΝΕΠΙΣΤΗΜΙΟΝ (425, 791, 634, 818)
headline-bakers: ΤΟ ΩΡΑΡΙΟΝ ΕΡΓΑΣΙΑΣ ΤΩΝ ΑΡΤΟΠΟΙΩΝ (36, 117, 391, 136)
announcements-left (1195, 61, 1385, 406)
page-label (14, 8, 413, 42)
announcement-text: Ἡ Ὑπηρεσία στρατιωτικῶν ἔργων προκηρύσσει μειοδοτικόν διαγωνισμόν διά τήν ἀνακαίνισιν τοῦ ἠλεκτρικοῦ δικτύου. (1393, 283, 1582, 315)
classified-ad: ΠΩΛΟΥΝΤΑΙ οἰκόπεδα εἰς Περαίαν μετά ἄδειας οἰκοδομῆς. Τηλ. 29-760. (644, 526, 911, 553)
zones-desc: μεγαλύτερης ἀποτελεσματικότητας καί σύγχρονης ἰατρικῆς ἀντίληψης γιά τήν σωστή στήριξη τῆς μέσης καί τοῦ κορμοῦ. Ἐπίσης ζώνες μάλλινες τοῦ Οἴκου GIBAUD. Ἐπιστημονικές ἐπιγονατίδες, ἀγκωνίδες. Καταστήματα: (1203, 756, 1574, 830)
acc-t1: ΣΧΟΛΑΙ ΛΟΓΙΣΤΩΝ (1233, 906, 1544, 945)
article-polytechnic: Ὑπό τοῦ Ἐθνικοῦ Μετσοβίου Πολυτεχνείου καλοῦνται οἱ κάτωθι ἐπιτυχόντες εἰς τάς εἰσιτηρίους ἐξετάσεις νά προσέλθουν πρός ἐγγραφήν. ΣΧΟΛΗ ΠΟΛΙΤΙΚΩΝ ΜΗΧΑΝΙΚΩΝ — ΣΧΟΛΗ ΑΡΧΙΤΕΚΤΟΝΩΝ — ΣΧΟΛΗ ΗΛΕΚΤΡΟΛΟΓΩΝ ΜΗΧΑΝΙΚΩΝ — ΣΧΟΛΗ ΧΗΜΙΚΩΝ ΜΗΧΑΝΙΚΩΝ — ΣΧΟΛΗ ΑΓΡΟΝΟΜΩΝ ΚΑΙ ΤΟΠΟΓΡΑΦΩΝ ΜΗΧΑΝΙΚΩΝ. Ἡ ἐγγραφή θά γίνεται καθ' ὅλας τάς ἐργασίμους ἡμέρας. (14, 737, 413, 791)
article-synod: ΑΘΗΝΑΙ, 31.— Ἡ Ἱερά Σύνοδος συνελθοῦσα χθές ἐξήτασεν εἰσήγησιν ἱεράρχου ἐπί τοῦ θέματος τοῦ προσηλυτισμοῦ. Ἀπεφασίσθη ἡ λῆψις μέτρων πρός προστασίαν τῶν πιστῶν. (425, 376, 634, 419)
classified-ad: ΖΗΤΕΙΤΑΙ διαμέρισμα πρός ἐνοικίασιν εἰς κεντρικήν περιοχήν. Τηλ. 27-020. (919, 240, 1185, 267)
acc-t2: Ν. Ε. ΣΤΡΑΤΗΓΑΚΗ (1250, 942, 1527, 1032)
school-name: ΠΟΛΙΤΙΚΗ ΟΙΚΟΝΟΜΙΑ (706, 700, 848, 713)
classified-ad: ΖΗΤΕΙΤΑΙ πωλήτρια δι' ἐμπορικόν κατάστημα. Τηλ. 26-440. (919, 317, 1185, 334)
announcement-title: ΚΑΤΑΣΚΕΥΗ ΚΕΝΤΡΙΚΩΝ ΑΓΩΓΩΝ ΔΙΚΤΥΟΥ ΥΔΡΕΥΣΕΩΣ (1393, 321, 1582, 344)
classified-ad: ΠΩΛΕΙΤΑΙ οἰκόπεδον 600 τ.μ. εἰς Ἀρετσοῦν, μέ ἄδειαν οἰκοδομῆς. Πληροφορίαι τηλ. 71-115. (644, 243, 911, 270)
classified-ad: ΠΩΛΕΙΤΑΙ ταξί εἰς καλήν κατάστασιν. Πληροφορίαι τηλ. 27-110. (644, 552, 911, 569)
ad2-season: Ζ' ΘΕΑΤΡΙΚΗ ΠΕΡΙΟΔΟΣ 1967 — 1968 (89, 1044, 338, 1059)
announcement-title: ΕΠΙΣΗΜΕΙΝ ΔΙΑΚΗΡΥΞΙΣ (1221, 215, 1359, 227)
announcement-title: ΠΡΟΚΗΡΥΞΙΣ ΜΙΚΡΟΠΡΑΞΙΩΝ ΜΗΧΑΝΗΜΑΤΩΝ (1206, 63, 1374, 85)
ad-industry (14, 1292, 413, 1589)
deco-t5: ΔΗΜΗΤΡΕΛΗ (1262, 1208, 1515, 1253)
doctor-text: ΜΑΙΕΥΤΗΡ — ΧΕΙΡΟΥΡΓΟΣ ΓΥΝΑΙΚΟΛΟΓΟΣ. Βασ. Ἡρακλείου 15. Τηλ. 75-988. (1401, 560, 1573, 580)
deco-t2: ΔΙΑΚΟΣΜΗΤΙΚΩΝ ΤΕΧΝΩΝ (1247, 1131, 1530, 1156)
doctor-name: ΑΝΤΩΝΙΟΣ ΚΑΡΑΔΑΝΑΚΗΣ (1216, 561, 1364, 573)
newspaper-page (14, 8, 1582, 2313)
announcement-text: Ὁ δήμαρχος Ἀμπελοκήπων διακηρύσσει ὅτι ἐκτίθενται εἰς δημόσιον πλειοδοτικόν διαγωνισμόν δημοτικά οἰκόπεδα. Ὁ διαγωνισμός θά διεξαχθῇ τήν 20ήν Νοεμβρίου 1967. (1195, 156, 1385, 209)
announcements-right (1393, 61, 1582, 406)
announcements-banner: ΔΙΑΚΗΡΥΞΕΙΣ (1195, 8, 1582, 57)
classified-ad: ΠΩΛΟΥΝΤΑΙ ἔπιπλα γραφείου μεταχειρισμένα εἰς τιμήν εὐκαιρίας. Τηλ. 38-115. (644, 456, 911, 483)
doctor-text: Ὁ ὀδοντίατρος κ. Τριανταφυλλίδης μετέφερε τό ὀδοντιατρεῖον του εἰς τήν ὁδόν Ἐγνατίας 49. (1396, 464, 1579, 495)
announcement-title: ΦΟΡΤΟΕΚΦΟΡΤΩΣΕΙΣ ΓΑΙΑΝΘΡΑΚΩΝ (1426, 191, 1548, 212)
headline-thanks-minister: ΕΥΧΑΡΙΣΤΙΑΙ ΠΡΟΣ ΤΟΝ ΥΠΟΥΡΓΟΝ ΒΟΡΕΙΟΥ ΕΛΛΑΔΟΣ (439, 432, 620, 477)
classified-ad: ΖΗΤΕΙΤΑΙ ράπτρια διά μόνιμον ἐργασίαν. Τηλ. 25-334. (919, 384, 1185, 401)
classified-ad: ΕΝΟΙΚΙΑΖΕΤΑΙ ἐπιπλωμένον δωμάτιον εἰς κύριον. Τηλ. 22-115. (919, 137, 1185, 154)
ad2-play: «Η ΘΥΣΙΑ ΤΟΥ ΑΒΡΑΑΜ» (95, 1102, 332, 1180)
classified-ad: ΠΩΛΟΥΝΤΑΙ οἰκόπεδα εἰς Καλαμαριάν, πλησίον θαλάσσης, 400 τ.μ. ἕκαστον. Πληροφορίαι Ἐγνατίας 12, τηλ. 27-118. (644, 84, 911, 111)
announcement-title: ΑΠΟΣΤΟΛΟΣ ΤΣΙΡΑΚΟΥΛΗΣ (1409, 112, 1565, 124)
announcement-title: ΕΚΠΟΙΗΣΙΣ ΔΑΣΙΚΩΝ ΠΡΟΪΟΝΤΩΝ (1231, 336, 1349, 359)
ad-deligiannidou (644, 730, 1185, 863)
schools-banner: ΦΡΟΝΤΙΣΤΗΡΙΑ ΚΑΙ ΣΧΟΛΑΙ (644, 591, 1185, 623)
school-text: Θεωρητική καί πρακτική ἐκπαίδευσις λογιστῶν. Πληροφορίαι Τσιμισκῆ 52. (644, 676, 910, 697)
school-name: ΛΟΓΙΣΤΙΚΑ (743, 663, 811, 676)
headline-electricity: ΒΙΟΤΕΧΝΑΙ ΑΠΕΦΑΣΙΣΑΝ ΝΑ ΠΕΡΙΟΡΙΣΟΥΝ ΤΗΝ ΚΑΤΑΝΑΛΩΣΙΝ ΗΛΕΚΤΡΙΚΟΥ ΡΕΥΜΑΤΟΣ (28, 45, 399, 110)
announcement-item (1393, 189, 1582, 249)
headline-theft: ΑΝΩΜΑΛΟΙ ΤΥΠΟΙ ΚΑΤΕΔΙΚΑΣΘΗΣΑΝ ΔΙΑ ΚΛΟΠΗΝ (443, 567, 616, 611)
ad1-line3: ὅλων τῶν τάξεων, καθ' ὅλας τάς ὥρας (35, 946, 392, 966)
article-doctor: Τό δημοτικόν συμβούλιον ἀνακοινοῖ ὅτι προτίθεται νά προσλάβῃ ἰατρόν διά τό ἰατρεῖον τοῦ δήμου. Πληροφορίαι παρέχονται εἰς τά γραφεῖα τοῦ δημαρχείου. (425, 975, 634, 1018)
triangle-logo-icon (654, 879, 774, 978)
announcement-title: ΕΚΠΟΙΗΣΙΣ ΕΙΔΩΝ ΤΟΥ ΟΔΙΕΥ (1403, 152, 1571, 163)
headline-license-revoked: ΤΗΣ ΑΦΗΡΕΘΗ ΟΡΙΣΤΙΚΩΣ Η ΑΔΕΙΑ ΟΔΗΓΟΥ ΔΙΟΤΙ ΕΓΕΝΕΤΟ ΥΠΑΙΤΙΟΣ ΠΡΟΣΚΡΟΥΣΕΩΣ ΚΑΙ ΕΓΚΑΤΕΛΕΙΨΕΝ ΑΒΟΗΘΗΤΟΝ ΤΟ ΘΥΜΑ (22, 365, 405, 418)
doctor-entry (1393, 501, 1582, 544)
school-name: ΣΤΕΝΟΓΡΑΦΙΑ — ΔΑΚΤΥΛΟΓΡΑΦΙΑ (946, 679, 1159, 692)
doctor-entry (1195, 514, 1385, 557)
article-linguaphone: Ἀρχίσατε ΤΩΡΑ, ἀλλά μέ LINGUAPHONE. Μέ τήν μέθοδον LINGUAPHONE θά μάθετε ὅποια γλῶσσα θέλετε εἰς τό σπίτι σας, μέ τό γραμμόφωνόν σας. ΛΕΣΧΗ LINGUAPHONE. Ἑρμοῦ καί Κορνάρου 1. (425, 1087, 634, 1141)
classified-ad: ΑΡ. ΣΠΗΛΙΟΤΟΠΟΥΛΟΣ & ΣΙΑ Ἀντιπρόσωποι πωλοῦν αὐτοκίνητα μεταχειρισμένα εἰς ἀρίστην κατάστασιν. Τηλ. 25-046. (644, 111, 911, 138)
doctor-name: ΜΕΤΑΦΟΡΑ ΟΔΟΝΤΙΑΤΡΕΙΟΥ (1407, 452, 1567, 464)
doctor-text: Ὁ φυσιοθεραπευτής Ἠλίας Α. Κυριακίδης μετέφερε τό φυσιοθεραπευτήριόν του εἰς τήν ὁδόν Πρ. Κορομηλᾶ 12. Τηλ. 75-449. (1198, 477, 1382, 508)
